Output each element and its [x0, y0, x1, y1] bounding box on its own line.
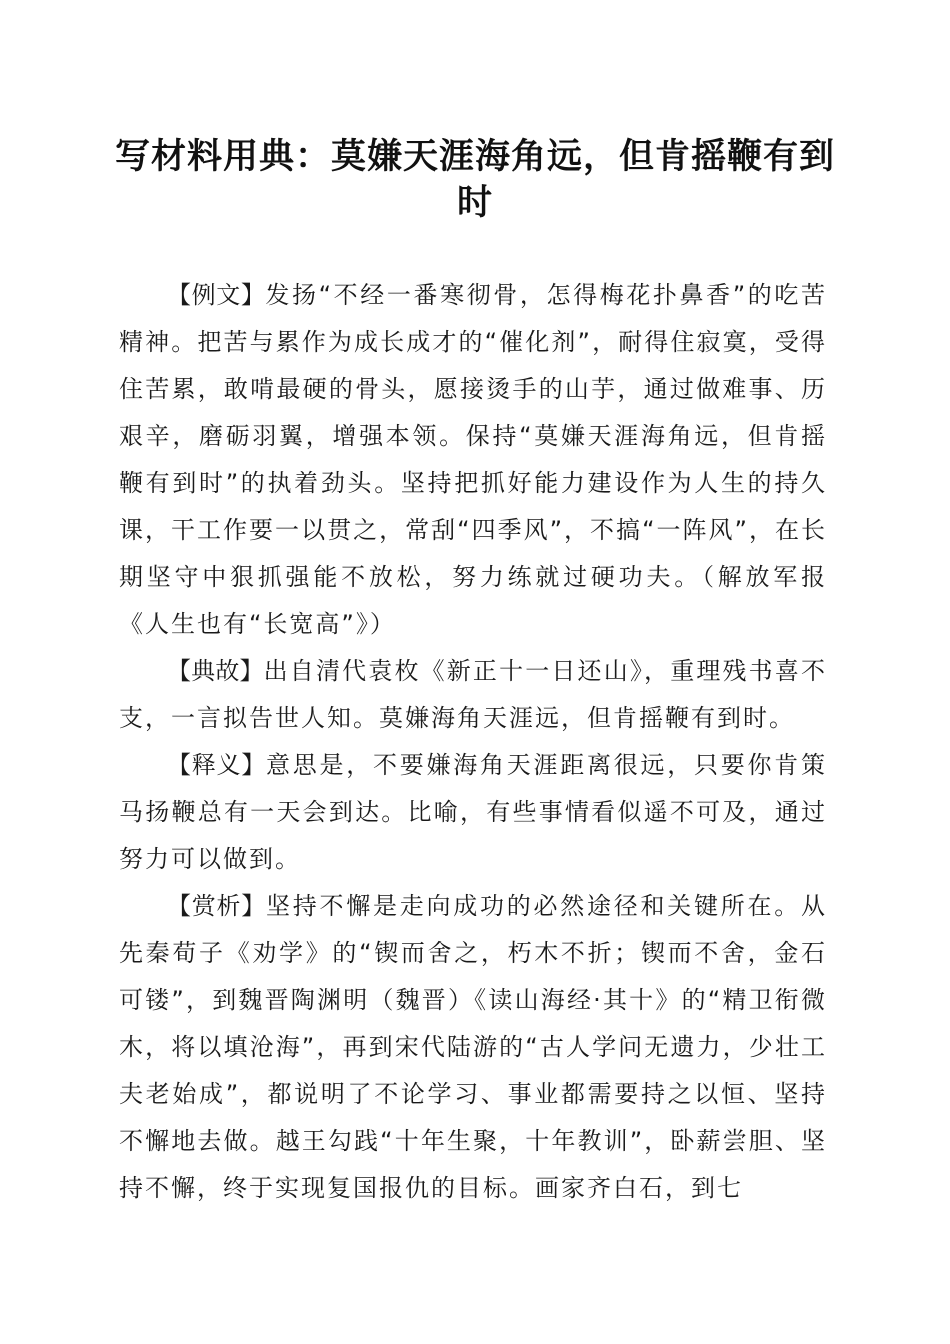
document-body	[119, 272, 827, 1212]
paragraph-label: 【例文】	[167, 281, 266, 309]
paragraph-allusion	[119, 648, 827, 742]
paragraph-label: 【典故】	[167, 657, 264, 685]
paragraph-appreciation	[119, 883, 827, 1212]
paragraph-label: 【赏析】	[167, 892, 266, 920]
paragraph-label: 【释义】	[167, 751, 266, 779]
paragraph-text: 出自清代袁枚《新正十一日还山》，重理残书喜不支，一言拟告世人知。莫嫌海角天涯远，但肯摇鞭有到时。	[119, 657, 827, 732]
paragraph-explanation	[119, 742, 827, 883]
paragraph-text: 发扬“不经一番寒彻骨，怎得梅花扑鼻香”的吃苦精神。把苦与累作为成长成才的“催化剂”，耐得住寂寞，受得住苦累，敢啃最硬的骨头，愿接烫手的山芋，通过做难事、历艰辛，磨砺羽翼，增强本领。保持“莫嫌天涯海角远，但肯摇鞭有到时”的执着劲头。坚持把抓好能力建设作为人生的持久课，干工作要一以贯之，常刮“四季风”，不搞“一阵风”，在长期坚守中狠抓强能不放松，努力练就过硬功夫。（解放军报《人生也有“长宽高”》）	[119, 281, 827, 638]
document-title: 写材料用典：莫嫌天涯海角远，但肯摇鞭有到时	[114, 136, 835, 223]
paragraph-text: 坚持不懈是走向成功的必然途径和关键所在。从先秦荀子《劝学》的“锲而舍之，朽木不折；锲而不舍，金石可镂”，到魏晋陶渊明（魏晋）《读山海经·其十》的“精卫衔微木，将以填沧海”，再到宋代陆游的“古人学问无遗力，少壮工夫老始成”，都说明了不论学习、事业都需要持之以恒、坚持不懈地去做。越王勾践“十年生聚，十年教训”，卧薪尝胆、坚持不懈，终于实现复国报仇的目标。画家齐白石，到七	[119, 892, 827, 1202]
paragraph-text: 意思是，不要嫌海角天涯距离很远，只要你肯策马扬鞭总有一天会到达。比喻，有些事情看似遥不可及，通过努力可以做到。	[119, 751, 827, 873]
paragraph-example	[119, 272, 827, 648]
